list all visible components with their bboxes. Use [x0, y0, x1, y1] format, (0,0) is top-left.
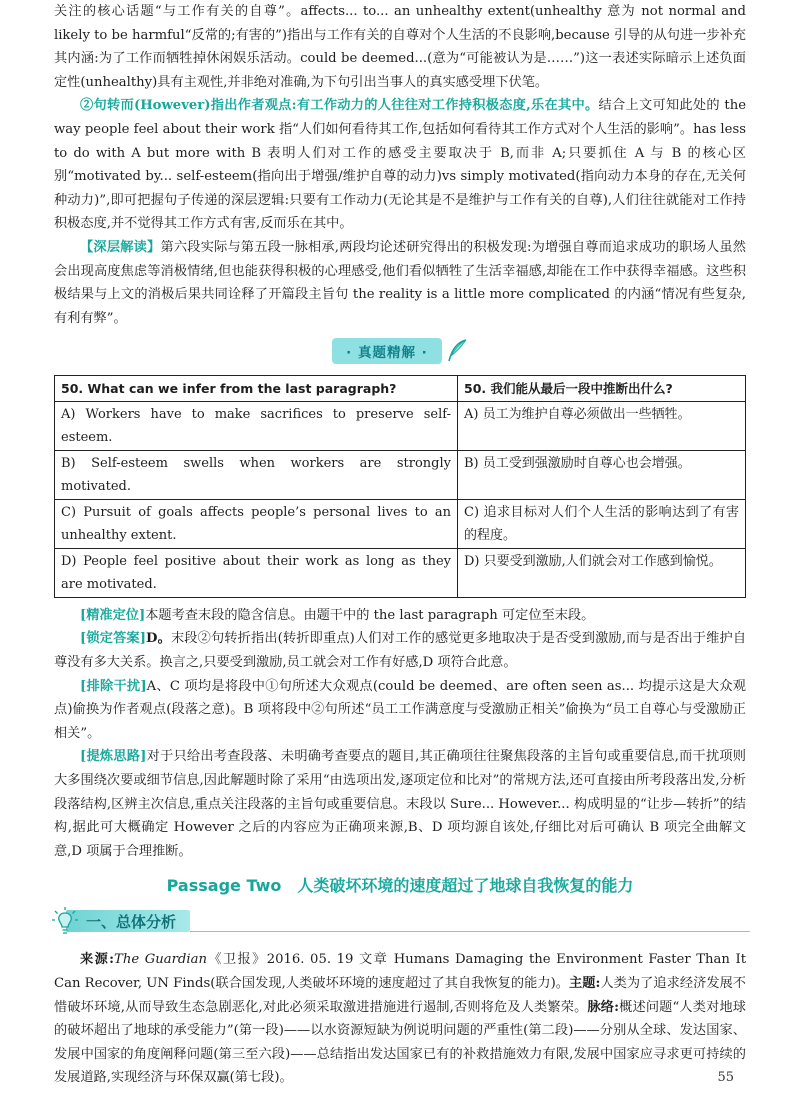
option-c-cn: C) 追求目标对人们个人生活的影响达到了有害的程度。 [458, 499, 746, 548]
point2-text: 结合上文可知此处的 the way people feel about their work 指“人们如何看待其工作,包括如何看待其工作方式对个人生活的影响”。has less to do with A but more with B 表明人们对工作的感受主要取决于 B,而非 A;只要抓住 A 与 B 的核心区别“motivated by... self-esteem(指向出于增强/维护自尊的动力)vs simply motivated(指向动力本身的存在,无关何种动力)”,即可把握句子传递的深层逻辑:只要有工作动力(无论其是不是维护与工作有关的自尊),人们往往就能对工作持积极态度,并不觉得其工作方式有害,反而乐在其中。 [54, 98, 746, 232]
option-row [55, 499, 746, 548]
point2-highlight: ②句转而(However)指出作者观点:有工作动力的人往往对工作持积极态度,乐在其中。 [80, 98, 599, 114]
theme-text: 人类为了追求经济发展不惜破坏环境,从而导致生态急剧恶化,对此必须采取激进措施进行遏制,否则将危及人类繁荣。 [54, 975, 746, 1015]
option-row [55, 401, 746, 450]
option-b-cn: B) 员工受到强激励时自尊心也会增强。 [458, 450, 746, 499]
method-text: 对于只给出考查段落、未明确考查要点的题目,其正确项往往聚焦段落的主旨句或重要信息,而干扰项则大多围绕次要或细节信息,因此解题时除了采用“由选项出发,逐项定位和比对”的常规方法,还可直接由所考段落出发,分析段落结构,区辨主次信息,重点关注段落的主旨句或重要信息。末段以 Sure... However... 构成明显的“让步—转折”的结构,据此可大概确定 However 之后的内容应为正确项来源,B、D 项均源自该处,仔细比对后可确认 B 项完全曲解文意,D 项属于合理推断。 [54, 749, 746, 859]
question-stem-row [55, 375, 746, 401]
option-d-cn: D) 只要受到激励,人们就会对工作感到愉悦。 [458, 548, 746, 597]
feather-icon [446, 339, 468, 367]
option-a-cn: A) 员工为维护自尊必须做出一些牺牲。 [458, 401, 746, 450]
deep-reading-paragraph [54, 236, 746, 330]
deep-reading-tag: 【深层解读】 [80, 239, 161, 255]
outline-text: 概述问题“人类对地球的破坏超出了地球的承受能力”(第一段)——以水资源短缺为例说明问题的严重性(第二段)——分别从全球、发达国家、发展中国家的角度阐释问题(第三至六段)——总结指出发达国家已有的补救措施效力有限,发展中国家应寻求更可持续的发展道路,实现经济与环保双赢(第七段)。 [54, 999, 746, 1086]
section-header-rule [190, 931, 750, 932]
answer-text: 末段②句转折指出(转折即重点)人们对工作的感觉更多地取决于是否受到激励,而与是否出于维护自尊没有多大关系。换言之,只要受到激励,员工就会对工作有好感,D 项符合此意。 [54, 631, 747, 670]
exclude-paragraph [54, 675, 746, 746]
point2-paragraph [54, 94, 746, 236]
question-stem-cn: 50. 我们能从最后一段中推断出什么? [458, 375, 746, 401]
exclude-text: A、C 项均是将段中①句所述大众观点(could be deemed、are often seen as... 均提示这是大众观点)偷换为作者观点(段落之意)。B 项将段中②句所述“员工工作满意度与受激励正相关”偷换为“员工自尊心与受激励正相关”。 [54, 678, 746, 741]
outline-label: 脉络: [587, 999, 619, 1015]
option-row [55, 548, 746, 597]
option-a-en: A) Workers have to make sacrifices to preserve self-esteem. [55, 401, 458, 450]
locate-paragraph [54, 604, 746, 628]
lightbulb-icon [52, 906, 78, 940]
question-stem-en: 50. What can we infer from the last paragraph? [55, 375, 458, 401]
page-content [54, 0, 746, 1090]
section-header [54, 906, 746, 936]
theme-label: 主题: [569, 975, 601, 991]
exclude-tag: [排除干扰] [80, 678, 147, 694]
source-italic: The Guardian [114, 952, 207, 968]
banner-label: · 真题精解 · [332, 338, 442, 364]
source-label: 来源: [80, 952, 115, 968]
option-d-en: D) People feel positive about their work as long as they are motivated. [55, 548, 458, 597]
answer-tag: [锁定答案] [80, 631, 146, 647]
locate-tag: [精准定位] [80, 607, 146, 623]
page-number: 55 [717, 1070, 734, 1085]
locate-text: 本题考查末段的隐含信息。由题干中的 the last paragraph 可定位至末段。 [145, 607, 595, 623]
option-b-en: B) Self-esteem swells when workers are strongly motivated. [55, 450, 458, 499]
section-banner [54, 338, 746, 367]
option-row [55, 450, 746, 499]
method-paragraph [54, 745, 746, 863]
intro-paragraph: 关注的核心话题“与工作有关的自尊”。affects... to... an unhealthy extent(unhealthy 意为 not normal and likely to be harmful“反常的;有害的”)指出与工作有关的自尊对个人生活的不良影响,because 引导的从句进一步补充其内涵:为了工作而牺牲掉休闲娱乐活动。could be deemed...(意为“可能被认为是……”)这一表述实际暗示上述负面定性(unhealthy)具有主观性,并非绝对准确,为下句引出当事人的真实感受埋下伏笔。 [54, 4, 746, 90]
question-table [54, 375, 746, 598]
method-tag: [提炼思路] [80, 749, 147, 765]
section-title: 一、总体分析 [86, 913, 177, 932]
answer-letter: D。 [146, 631, 171, 647]
source-text: 《卫报》2016. 05. 19 文章 Humans Damaging the Environment Faster Than It Can Recover, UN Finds(联合国发现,人类破坏环境的速度超过了其自我恢复的能力)。 [54, 952, 746, 991]
answer-paragraph [54, 627, 746, 674]
overview-paragraph [54, 948, 746, 1090]
passage-title: Passage Two 人类破坏环境的速度超过了地球自我恢复的能力 [166, 876, 634, 896]
deep-reading-text: 第六段实际与第五段一脉相承,两段均论述研究得出的积极发现:为增强自尊而追求成功的职场人虽然会出现高度焦虑等消极情绪,但也能获得积极的心理感受,他们看似牺牲了生活幸福感,却能在工作中获得幸福感。这些积极结果与上文的消极后果共同诠释了开篇段主旨句 the reality is a little more complicated 的内涵“情况有些复杂,有利有弊”。 [54, 239, 746, 326]
option-c-en: C) Pursuit of goals affects people’s personal lives to an unhealthy extent. [55, 499, 458, 548]
